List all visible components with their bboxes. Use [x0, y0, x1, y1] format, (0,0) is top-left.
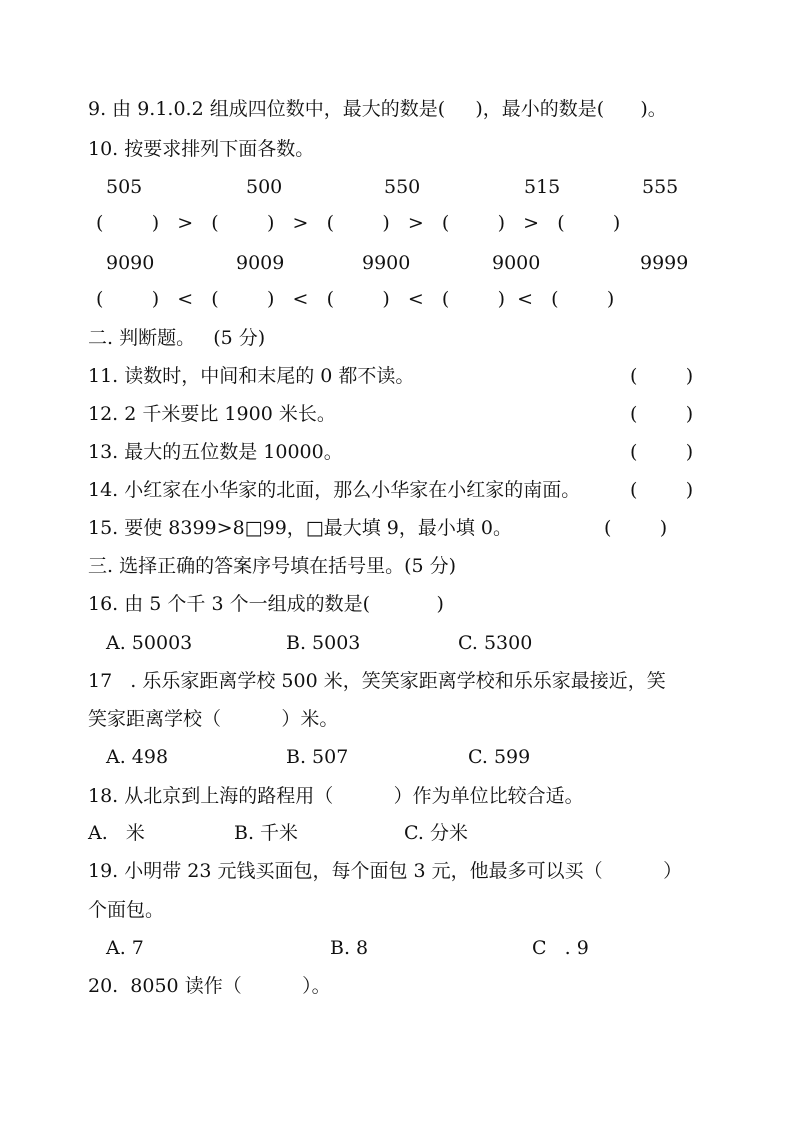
judge-question-11: 11. 读数时，中间和末尾的 0 都不读。	[88, 365, 415, 387]
question-10: 10. 按要求排列下面各数。	[88, 138, 315, 160]
row2-answer-blanks: ( ) < ( ) < ( ) < ( ) < ( )	[96, 288, 615, 310]
number-550: 550	[384, 176, 421, 198]
judge-question-13: 13. 最大的五位数是 10000。	[88, 441, 343, 463]
number-515: 515	[524, 176, 561, 198]
q18-option-a: A. 米	[88, 822, 145, 844]
q18-option-c: C. 分米	[404, 822, 468, 844]
q19-option-b: B. 8	[330, 937, 369, 959]
question-16: 16. 由 5 个千 3 个一组成的数是( )	[88, 593, 444, 615]
question-18: 18. 从北京到上海的路程用（ ）作为单位比较合适。	[88, 785, 584, 807]
question-19-line1: 19. 小明带 23 元钱买面包，每个面包 3 元，他最多可以买（ ）	[88, 860, 683, 882]
judge-question-15: 15. 要使 8399>8□99，□最大填 9，最小填 0。	[88, 517, 512, 539]
number-9999: 9999	[640, 252, 689, 274]
question-19-line2: 个面包。	[88, 899, 165, 921]
number-505: 505	[106, 176, 143, 198]
judge-question-12: 12. 2 千米要比 1900 米长。	[88, 403, 336, 425]
q16-option-a: A. 50003	[106, 632, 193, 654]
judge-mark-13: ( )	[630, 441, 694, 463]
q17-option-a: A. 498	[106, 746, 169, 768]
judge-mark-11: ( )	[630, 365, 694, 387]
question-20: 20. 8050 读作（ ）。	[88, 975, 331, 997]
q19-option-a: A. 7	[106, 937, 144, 959]
q19-option-c: C . 9	[532, 937, 589, 959]
judge-mark-15: ( )	[604, 517, 668, 539]
number-500: 500	[246, 176, 283, 198]
number-9090: 9090	[106, 252, 155, 274]
section-2-heading: 二. 判断题。 (5 分)	[88, 327, 266, 349]
judge-question-14: 14. 小红家在小华家的北面，那么小华家在小红家的南面。	[88, 479, 581, 501]
number-9900: 9900	[362, 252, 411, 274]
question-9: 9. 由 9.1.0.2 组成四位数中，最大的数是( )，最小的数是( )。	[88, 98, 667, 120]
question-17-line2: 笑家距离学校（ ）米。	[88, 708, 339, 730]
q17-option-c: C. 599	[468, 746, 531, 768]
judge-mark-14: ( )	[630, 479, 694, 501]
judge-mark-12: ( )	[630, 403, 694, 425]
row1-answer-blanks: ( ) > ( ) > ( ) > ( ) > ( )	[96, 212, 621, 234]
number-9000: 9000	[492, 252, 541, 274]
q16-option-b: B. 5003	[286, 632, 361, 654]
q18-option-b: B. 千米	[234, 822, 299, 844]
section-3-heading: 三. 选择正确的答案序号填在括号里。(5 分)	[88, 555, 457, 577]
question-17-line1: 17 . 乐乐家距离学校 500 米，笑笑家距离学校和乐乐家最接近，笑	[88, 670, 666, 692]
number-9009: 9009	[236, 252, 285, 274]
number-555: 555	[642, 176, 679, 198]
q16-option-c: C. 5300	[458, 632, 533, 654]
q17-option-b: B. 507	[286, 746, 349, 768]
